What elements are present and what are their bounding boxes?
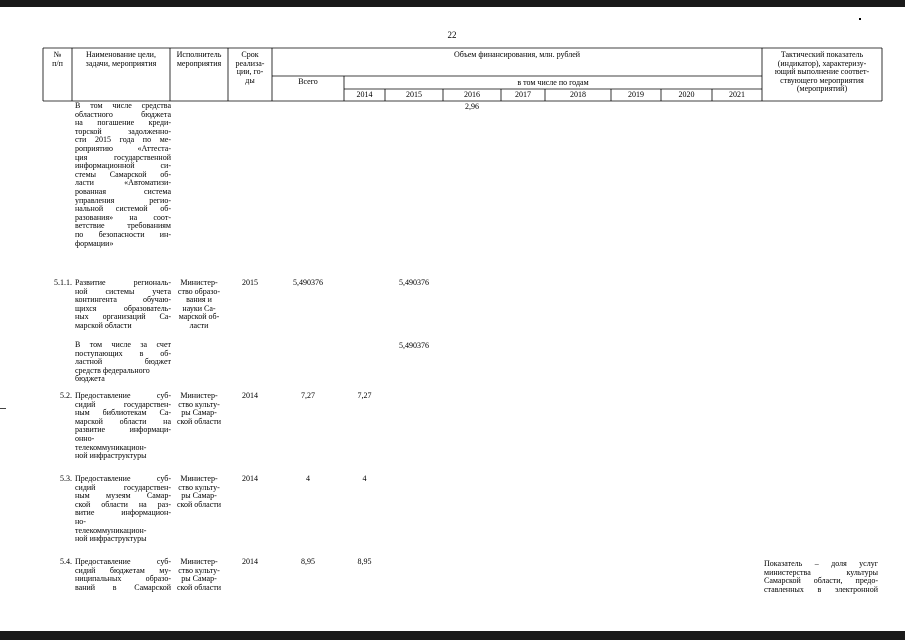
row-2-name: В том числе за счет поступающих в об- ластной бюджет средств федерального бюджета [75,340,171,384]
row-5-indicator: Показатель – доля услуг министерства культуры Самарской области, предо- ставленных в электронной [764,559,878,594]
header-year-2020: 2020 [678,90,695,99]
row-3-term: 2014 [242,391,258,400]
row-4-name: Предоставление суб- сидий государствен- ным музеям Самар- ской области на раз- витие информацион- но- телекоммуникацион- ной инфраструктуры [75,474,171,544]
row-3-executor: Министер- ство культу- ры Самар- ской области [176,391,222,426]
row-3-value-2014: 7,27 [357,391,372,400]
row-3-number: 5.2. [60,391,72,400]
header-year-2019: 2019 [628,90,644,99]
row-2-value-2015: 5,490376 [399,341,429,350]
row-1-executor: Министер- ство образо- вания и науки Са- марской об- ласти [177,278,221,330]
header-year-2015: 2015 [406,90,422,99]
row-4-term: 2014 [242,474,258,483]
header-year-2021: 2021 [729,90,745,99]
row-1-name: Развитие региональ- ной системы учета контингента обучаю- щихся образователь- ных организаций Са- марской области [75,278,171,330]
header-col-number: № п/п [52,50,63,68]
row-1-term: 2015 [242,278,258,287]
page-number: 22 [447,30,457,40]
header-col-indicator: Тактический показатель (индикатор), характеризу- ющий выполнение соответ- ствующего мероприятия (мероприятий) [774,50,870,94]
header-year-2018: 2018 [570,90,586,99]
header-col-funding: Объем финансирования, млн. рублей [453,50,581,59]
row-4-value-2014: 4 [362,474,367,483]
row-5-total: 8,95 [301,557,315,566]
row-4-executor: Министер- ство культу- ры Самар- ской области [176,474,222,509]
row-4-total: 4 [306,474,310,483]
row-5-name: Предоставление суб- сидий бюджетам му- ниципальных образо- ваний в Самарской [75,557,171,592]
header-col-by-years: в том числе по годам [517,78,589,87]
row-5-number: 5.4. [60,557,72,566]
row-1-value-2015: 5,490376 [399,278,429,287]
row-3-total: 7,27 [301,391,315,400]
header-year-2017: 2017 [515,90,531,99]
header-col-term: Срок реализа- ции, го- ды [235,50,265,85]
row-5-value-2014: 8,95 [357,557,372,566]
header-col-executor: Исполнитель мероприятия [176,50,222,68]
row-4-number: 5.3. [60,474,72,483]
row-0-name: В том числе средства областного бюджета на погашение креди- торской задолженно- сти 2015 года по ме- роприятию «Аттеста- ция государственной информационной си- стемы Самарской об- ласти «Автоматизи- рованная система управления регио- нальной системой об- разования» на соот- ветствие требованиям по безопасности ин- формации» [75,101,171,248]
row-3-name: Предоставление суб- сидий государствен- ным библиотекам Са- марской области на развитие информаци- онно- телекоммуникацион- ной инфраструктуры [75,391,171,461]
header-col-total: Всего [298,77,318,86]
row-5-executor: Министер- ство культу- ры Самар- ской области [176,557,222,592]
header-year-2016: 2016 [464,90,480,99]
row-1-total: 5,490376 [293,278,323,287]
row-5-term: 2014 [242,557,258,566]
row-1-number: 5.1.1. [54,278,72,287]
row-0-value-2016: 2,96 [465,102,479,111]
header-col-name: Наименование цели, задачи, мероприятия [85,50,157,68]
header-year-2014: 2014 [356,90,373,99]
